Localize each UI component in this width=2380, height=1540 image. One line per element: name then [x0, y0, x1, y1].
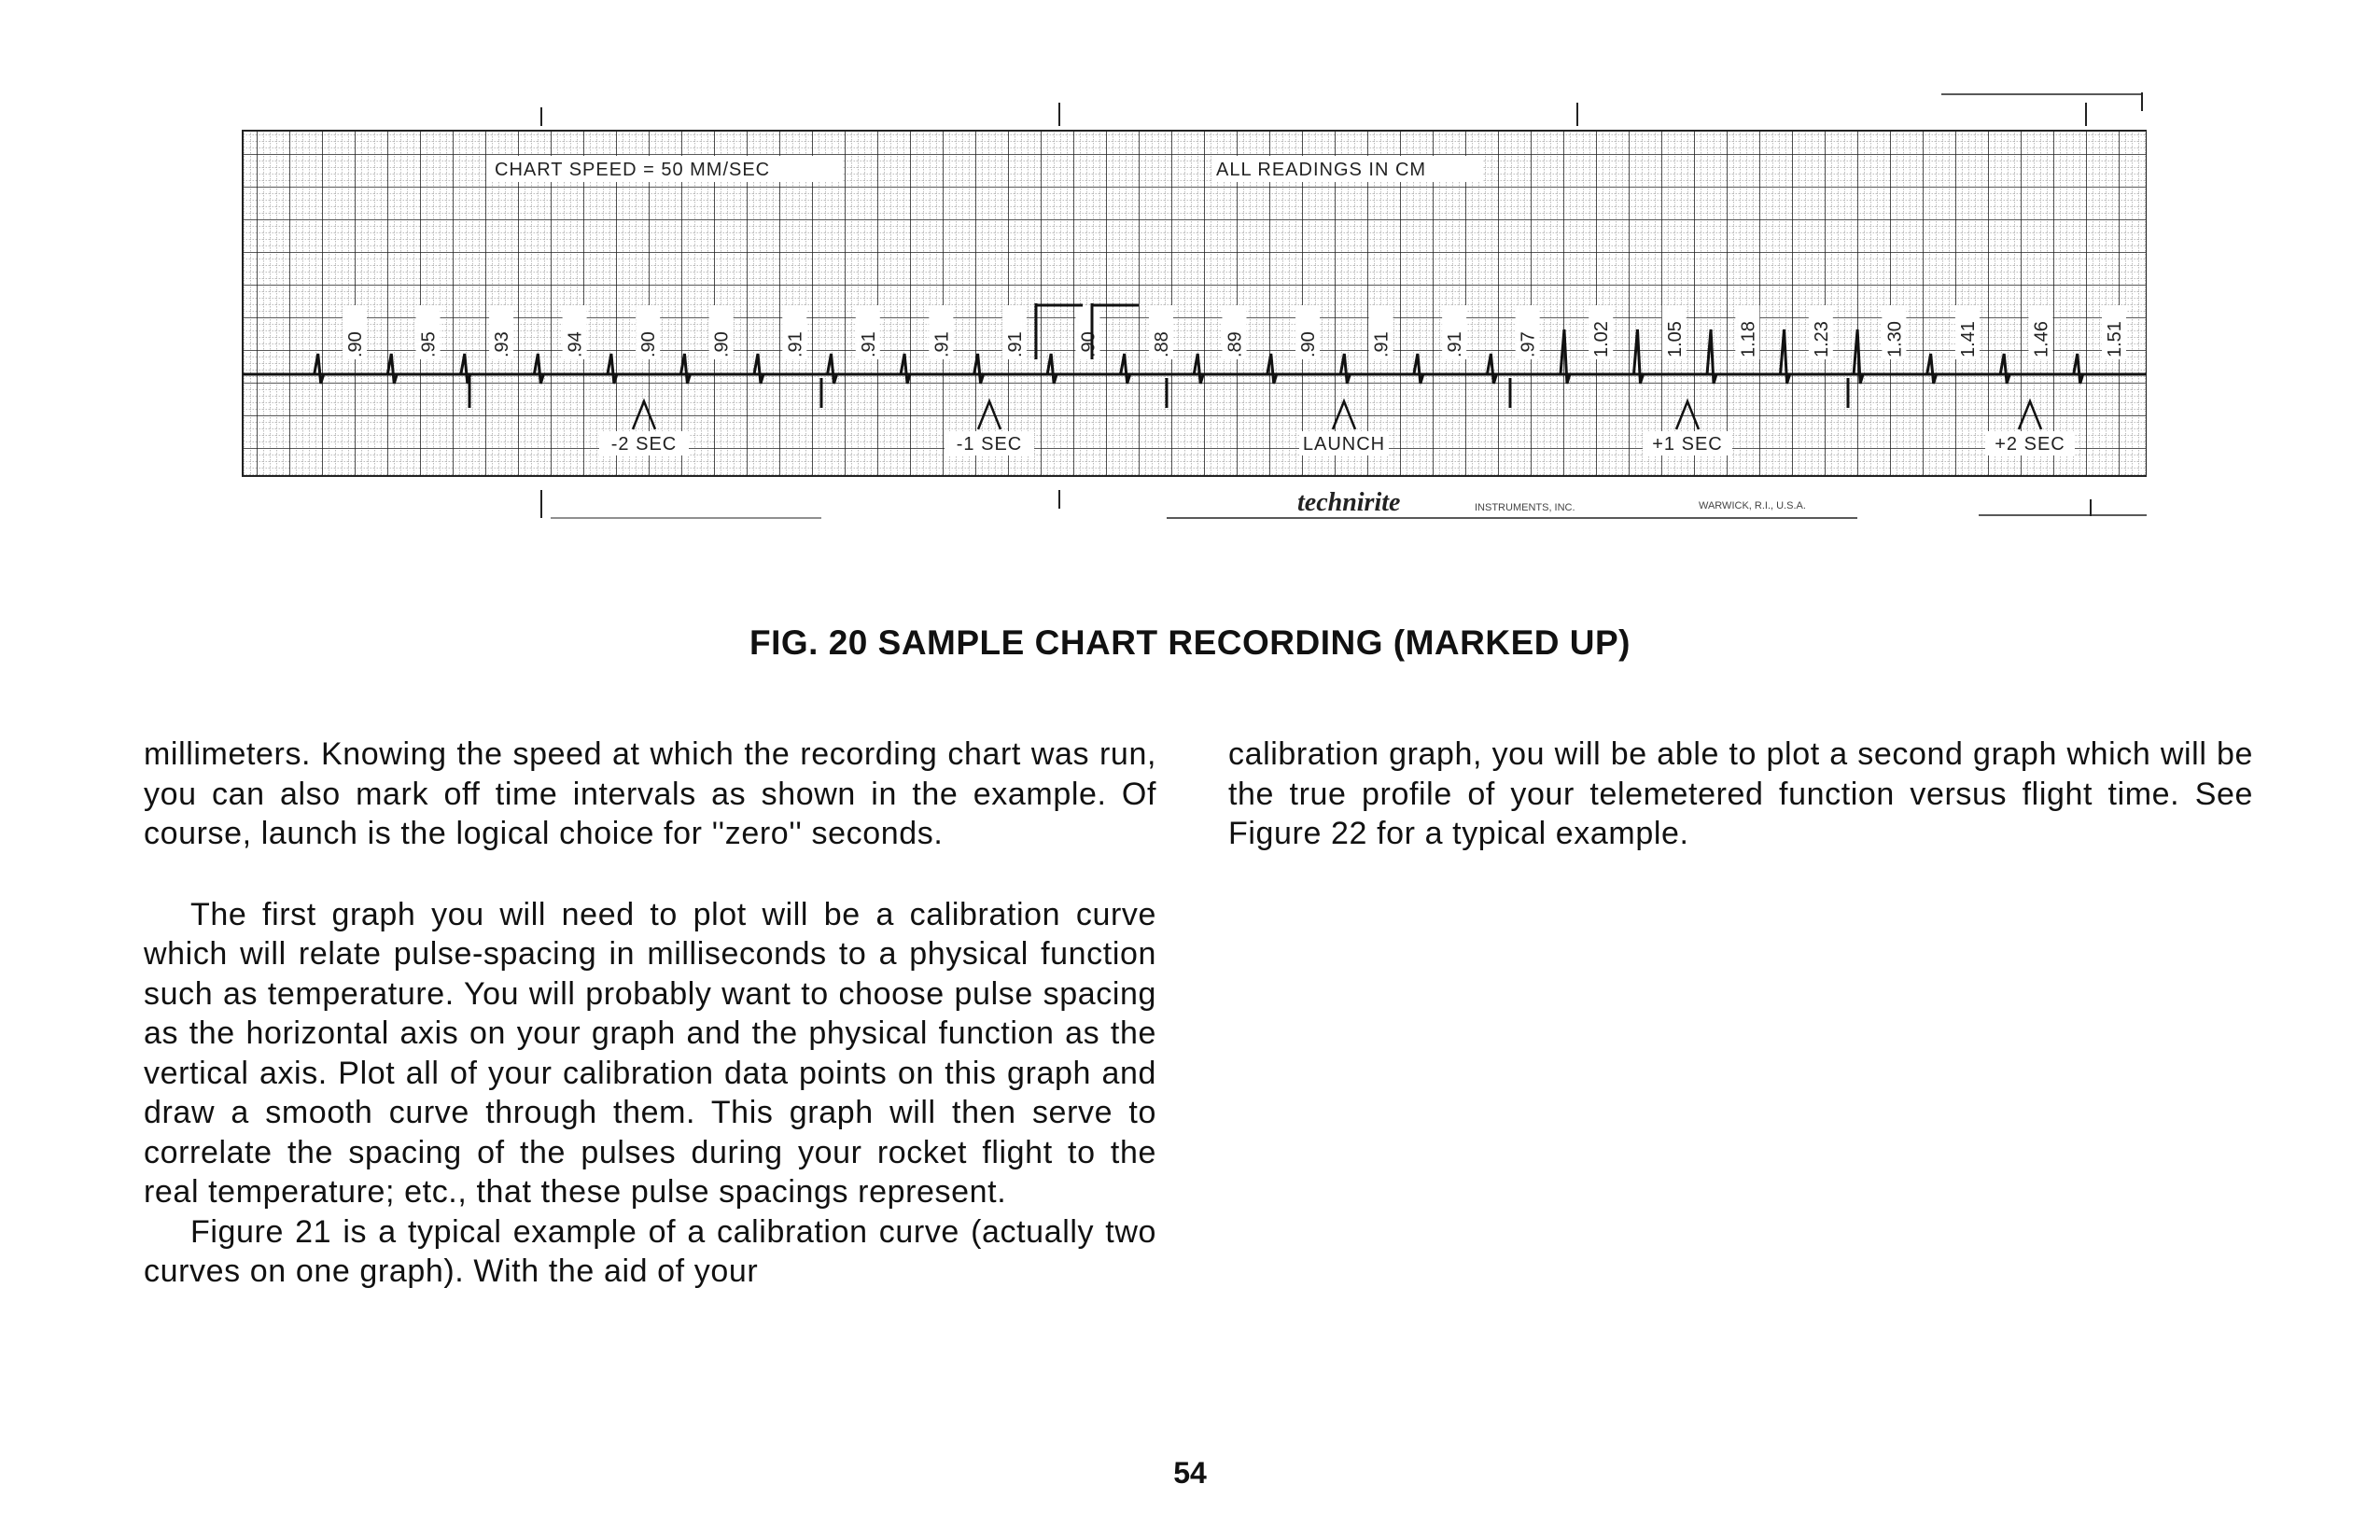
left-text-column	[144, 735, 1156, 1292]
reading-label: .90	[1078, 331, 1099, 357]
figure-caption: FIG. 20 SAMPLE CHART RECORDING (MARKED UP)	[749, 623, 1631, 662]
manufacturer-logo: technirite	[1297, 488, 1401, 517]
chart-recording-image	[224, 89, 2147, 527]
reading-label: .88	[1151, 331, 1172, 357]
manufacturer-location: WARWICK, R.I., U.S.A.	[1699, 500, 1806, 511]
reading-label: 1.05	[1664, 321, 1686, 357]
chart-recording-figure	[224, 89, 2147, 527]
reading-label: .90	[345, 331, 366, 357]
time-mark-label: -1 SEC	[956, 434, 1023, 455]
top-registration-line	[541, 92, 2142, 126]
reading-label: 1.46	[2031, 321, 2052, 357]
right-text-column	[1228, 735, 2253, 854]
reading-label: .89	[1225, 331, 1246, 357]
reading-label: 1.23	[1811, 321, 1832, 357]
reading-label: .95	[418, 331, 440, 357]
reading-label: .90	[711, 331, 733, 357]
paragraph: Figure 21 is a typical example of a calibration curve (actually two curves on one graph). With the aid of your	[144, 1213, 1156, 1289]
reading-label: 1.51	[2105, 321, 2125, 357]
reading-label: .97	[1518, 331, 1539, 357]
reading-label: .93	[492, 331, 513, 357]
reading-label: 1.41	[1957, 321, 1979, 357]
chart-speed-label: CHART SPEED = 50 MM/SEC	[495, 160, 771, 180]
paragraph: calibration graph, you will be able to plot a second graph which will be the true profile of your telemetered function versus flight time. See Figure 22 for a typical example.	[1228, 736, 2253, 851]
time-mark-label: -2 SEC	[610, 434, 678, 455]
time-mark-label: +2 SEC	[1995, 434, 2065, 455]
reading-label: .91	[1445, 331, 1466, 357]
time-mark-label: +1 SEC	[1652, 434, 1723, 455]
paragraph: The first graph you will need to plot will be a calibration curve which will relate pulse-spacing in milliseconds to a physical function such as temperature. You will probably want to choose pulse spacing as the horizontal axis on your graph and the physical function as the vertical axis. Plot all of your calibration data points on this graph and draw a smooth curve through them. This graph will then serve to correlate the spacing of the pulses during your rocket flight to the real temperature; etc., that these pulse spacings represent.	[144, 896, 1156, 1210]
page-number: 54	[1173, 1456, 1207, 1490]
paragraph: millimeters. Knowing the speed at which the recording chart was run, you can also mark off time intervals as shown in the example. Of course, launch is the logical choice for ''zero'' seconds.	[144, 736, 1156, 851]
reading-label: .91	[1004, 331, 1026, 357]
reading-label: .91	[785, 331, 806, 357]
reading-label: .90	[638, 331, 660, 357]
reading-label: .91	[931, 331, 953, 357]
reading-label: 1.18	[1738, 321, 1759, 357]
manufacturer-subtitle: INSTRUMENTS, INC.	[1475, 502, 1575, 513]
reading-label: 1.30	[1884, 321, 1906, 357]
time-mark-label: LAUNCH	[1302, 434, 1386, 455]
readings-units-label: ALL READINGS IN CM	[1216, 160, 1427, 180]
reading-label: .94	[565, 331, 586, 357]
reading-label: .91	[1371, 331, 1393, 357]
reading-label: .91	[858, 331, 879, 357]
reading-label: 1.02	[1591, 321, 1613, 357]
reading-label: .90	[1298, 331, 1320, 357]
